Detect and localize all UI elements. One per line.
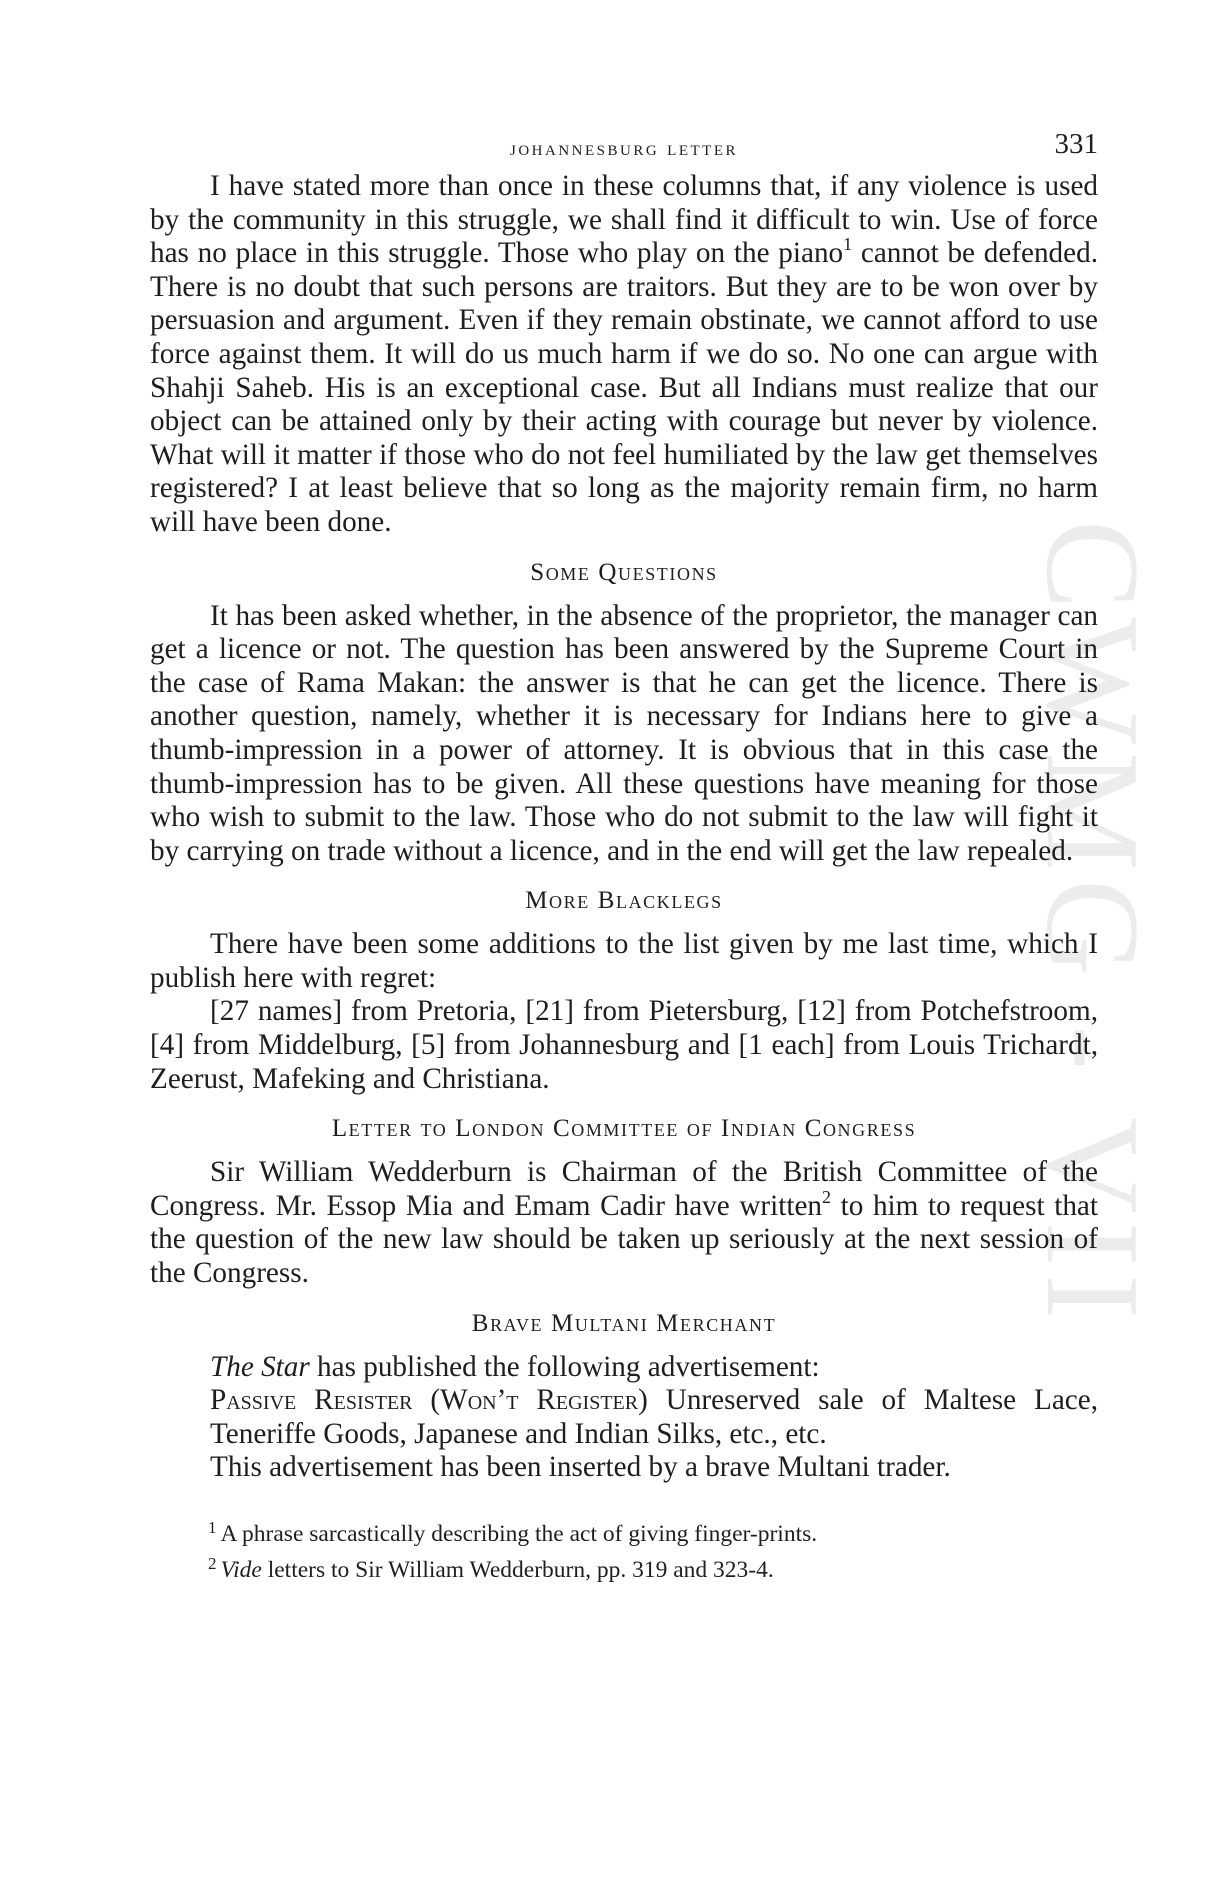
letter-text-b: to him to request that the question of the new law should be taken up seriously at the next session of the Congress. — [150, 1189, 1098, 1290]
heading-multani: Brave Multani Merchant — [471, 1309, 777, 1337]
footnote-ref-2: 2 — [822, 1186, 831, 1207]
heading-more-blacklegs: More Blacklegs — [525, 887, 723, 915]
ad-body: Unreserved sale of Maltese Lace, Teneriffe Goods, Japanese and Indian Silks, etc., etc. — [210, 1384, 1098, 1450]
multani-intro-text: has published the following advertisement: — [309, 1350, 820, 1383]
page-number: 331 — [1054, 128, 1098, 160]
footnote-mark: 1 — [208, 1518, 217, 1537]
paragraph-multani-close: This advertisement has been inserted by a brave Multani trader. — [210, 1451, 951, 1484]
footnote-1 — [208, 1513, 1098, 1549]
running-title: johannesburg letter — [510, 135, 738, 160]
page — [150, 126, 1098, 1585]
paragraph-blacklegs-list: [27 names] from Pretoria, [21] from Pietersburg, [12] from Potchefstroom, [4] from Middelburg, [5] from Johannesburg and [1 each] from Louis Trichardt, Zeerust, Mafeking and Christiana. — [150, 995, 1098, 1095]
heading-letter-london: Letter to London Committee of Indian Congress — [331, 1115, 917, 1143]
footnote-mark: 2 — [208, 1554, 217, 1573]
paragraph-letter — [150, 1156, 1098, 1290]
letter-text-a: Sir William Wedderburn is Chairman of the British Committee of the Congress. Mr. Essop Mia and Emam Cadir have written — [150, 1156, 1098, 1222]
footnotes — [150, 1513, 1098, 1585]
footnote-text: A phrase sarcastically describing the act of giving finger-prints. — [220, 1521, 818, 1547]
footnote-2 — [208, 1549, 1098, 1585]
paragraph-questions: It has been asked whether, in the absence of the proprietor, the manager can get a licence or not. The question has been answered by the Supreme Court in the case of Rama Makan: the answer is that he can get the licence. There is another question, namely, whether it is necessary for Indians here to give a thumb-impression in a power of attorney. It is obvious that in this case the thumb-impression has to be given. All these questions have meaning for those who wish to submit to the law. Those who do not submit to the law will fight it by carrying on trade without a licence, and in the end will get the law repealed. — [150, 599, 1098, 867]
watermark-text: CWMG - VII — [1019, 520, 1167, 1327]
heading-some-questions: Some Questions — [530, 558, 718, 586]
footnote-vide: Vide — [220, 1557, 262, 1583]
intro-text-a: I have stated more than once in these columns that, if any violence is used by the community in this struggle, we shall find it difficult to win. Use of force has no place in this struggle. Those who play on the piano — [150, 170, 1098, 270]
newspaper-name: The Star — [210, 1350, 310, 1383]
paragraph-multani-intro — [150, 1351, 1098, 1385]
running-head — [150, 126, 1098, 166]
footnote-ref-1: 1 — [843, 234, 853, 255]
intro-text-b: cannot be defended. There is no doubt that such persons are traitors. But they are to be won over by persuasion and argument. Even if they remain obstinate, we cannot afford to use force against them. It will do us much harm if we do so. No one can argue with Shahji Saheb. His is an exceptional case. But all Indians must realize that our object can be attained only by their acting with courage but never by violence. What will it matter if those who do not feel humiliated by the law get themselves registered? I at least believe that so long as the majority remain firm, no harm will have been done. — [150, 237, 1098, 538]
paragraph-intro — [150, 170, 1098, 540]
ad-heading: Passive Resister (Won’t Register) — [210, 1384, 648, 1417]
paragraph-blacklegs: There have been some additions to the list given by me last time, which I publish here with regret: — [150, 928, 1098, 994]
advertisement-text — [150, 1384, 1098, 1451]
footnote-text: letters to Sir William Wedderburn, pp. 319 and 323-4. — [261, 1557, 774, 1583]
